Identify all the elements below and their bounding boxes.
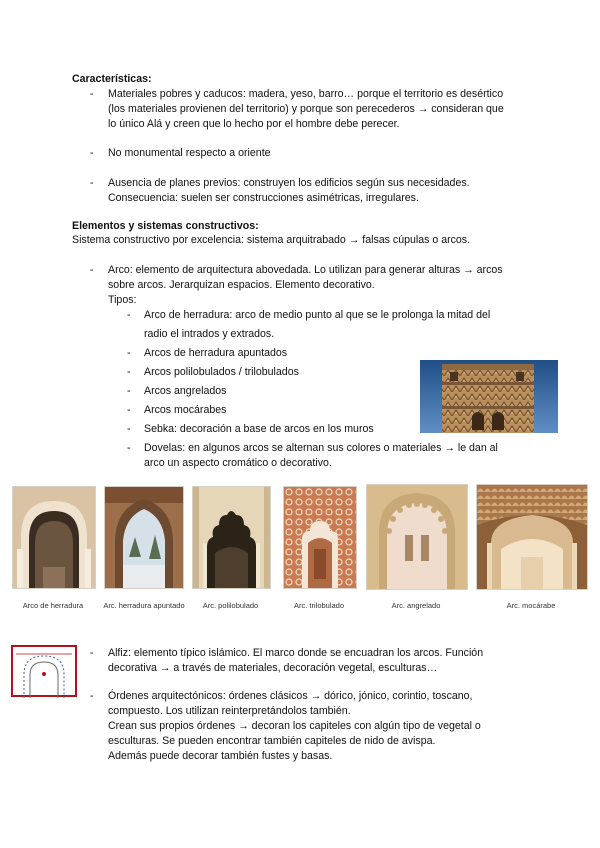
text-line: Ausencia de planes previos: construyen los edificios según sus necesidades. bbox=[108, 177, 470, 189]
intro-text: Sistema constructivo por excelencia: sistema arquitrabado → falsas cúpulas o arcos. bbox=[72, 234, 471, 246]
arco-mocarabe-photo bbox=[476, 484, 588, 590]
text-line: Consecuencia: suelen ser construcciones asimétricas, irregulares. bbox=[108, 192, 419, 204]
bullet-dash: - bbox=[127, 366, 131, 378]
text-line: Sebka: decoración a base de arcos en los muros bbox=[144, 423, 374, 435]
text-line: arco un aspecto cromático o decorativo. bbox=[144, 457, 332, 469]
list-item bbox=[90, 146, 538, 161]
text-line: Arcos de herradura apuntados bbox=[144, 347, 288, 359]
caption-arco-herradura-apuntado: Arc. herradura apuntado bbox=[103, 601, 185, 610]
text-line: radio el intrados y extrados. bbox=[144, 328, 275, 340]
tipos-label: Tipos: bbox=[108, 294, 137, 306]
bullet-dash: - bbox=[127, 347, 131, 359]
bullet-dash: - bbox=[127, 385, 131, 397]
text-line: Alfiz: elemento típico islámico. El marco donde se encuadran los arcos. Función bbox=[108, 647, 484, 659]
caption-arco-polilobulado: Arc. polilobulado bbox=[202, 601, 259, 610]
list-item-ordenes bbox=[90, 689, 548, 764]
text-line: Arco de herradura: arco de medio punto al que se le prolonga la mitad del bbox=[144, 309, 491, 321]
text-line: Arcos mocárabes bbox=[144, 404, 227, 416]
list-item bbox=[90, 176, 538, 206]
list-item bbox=[127, 306, 530, 344]
text-line: Arcos angrelados bbox=[144, 385, 227, 397]
bullet-dash: - bbox=[127, 423, 131, 435]
bullet-dash: - bbox=[90, 147, 94, 159]
text-line: Arco: elemento de arquitectura abovedada. Lo utilizan para generar alturas → arcos bbox=[108, 264, 503, 276]
list-item-arco bbox=[90, 263, 538, 308]
bullet-dash: - bbox=[127, 309, 131, 321]
text-line: Materiales pobres y caducos: madera, yeso, barro… porque el territorio es desértico bbox=[108, 88, 504, 100]
caption-arco-mocarabe: Arc. mocárabe bbox=[506, 601, 556, 610]
text-line: Órdenes arquitectónicos: órdenes clásicos → dórico, jónico, corintio, toscano, bbox=[108, 690, 473, 702]
bullet-dash: - bbox=[127, 442, 131, 454]
caption-arco-angrelado: Arc. angrelado bbox=[391, 601, 441, 610]
arco-trilobulado-photo bbox=[283, 486, 357, 589]
text-line: Dovelas: en algunos arcos se alternan sus colores o materiales → le dan al bbox=[144, 442, 498, 454]
list-item bbox=[127, 441, 530, 471]
text-line: esculturas. Se pueden encontrar también capiteles de nido de avispa. bbox=[108, 735, 436, 747]
caption-arco-herradura: Arco de herradura bbox=[22, 601, 84, 610]
text-line: compuesto. Los utilizan reinterpretándolos también. bbox=[108, 705, 351, 717]
heading-caracteristicas: Características: bbox=[72, 73, 152, 85]
caption-arco-trilobulado: Arc. trilobulado bbox=[293, 601, 345, 610]
text-line: lo único Alá y creen que lo hecho por el hombre debe perecer. bbox=[108, 118, 400, 130]
bullet-dash: - bbox=[90, 177, 94, 189]
bullet-dash: - bbox=[90, 690, 94, 702]
bullet-dash: - bbox=[127, 404, 131, 416]
text-line: No monumental respecto a oriente bbox=[108, 147, 271, 159]
arco-angrelado-photo bbox=[366, 484, 468, 590]
arco-polilobulado-photo bbox=[192, 486, 271, 589]
text-line: Además puede decorar también fustes y basas. bbox=[108, 750, 333, 762]
sebka-tower-photo bbox=[420, 360, 558, 433]
text-line: (los materiales provienen del territorio) y porque son perecederos → consideran que bbox=[108, 103, 504, 115]
arco-herradura-apuntado-photo bbox=[104, 486, 184, 589]
list-item bbox=[90, 87, 538, 132]
heading-elementos: Elementos y sistemas constructivos: bbox=[72, 220, 259, 232]
text-line: Crean sus propios órdenes → decoran los capiteles con algún tipo de vegetal o bbox=[108, 720, 481, 732]
text-line: Arcos polilobulados / trilobulados bbox=[144, 366, 299, 378]
bullet-dash: - bbox=[90, 88, 94, 100]
text-line: decorativa → a través de materiales, decoración vegetal, esculturas… bbox=[108, 662, 438, 674]
arco-herradura-photo bbox=[12, 486, 96, 589]
list-item-alfiz bbox=[90, 646, 548, 676]
text-line: sobre arcos. Jerarquizan espacios. Elemento decorativo. bbox=[108, 279, 375, 291]
bullet-dash: - bbox=[90, 264, 94, 276]
bullet-dash: - bbox=[90, 647, 94, 659]
alfiz-diagram bbox=[10, 644, 78, 698]
